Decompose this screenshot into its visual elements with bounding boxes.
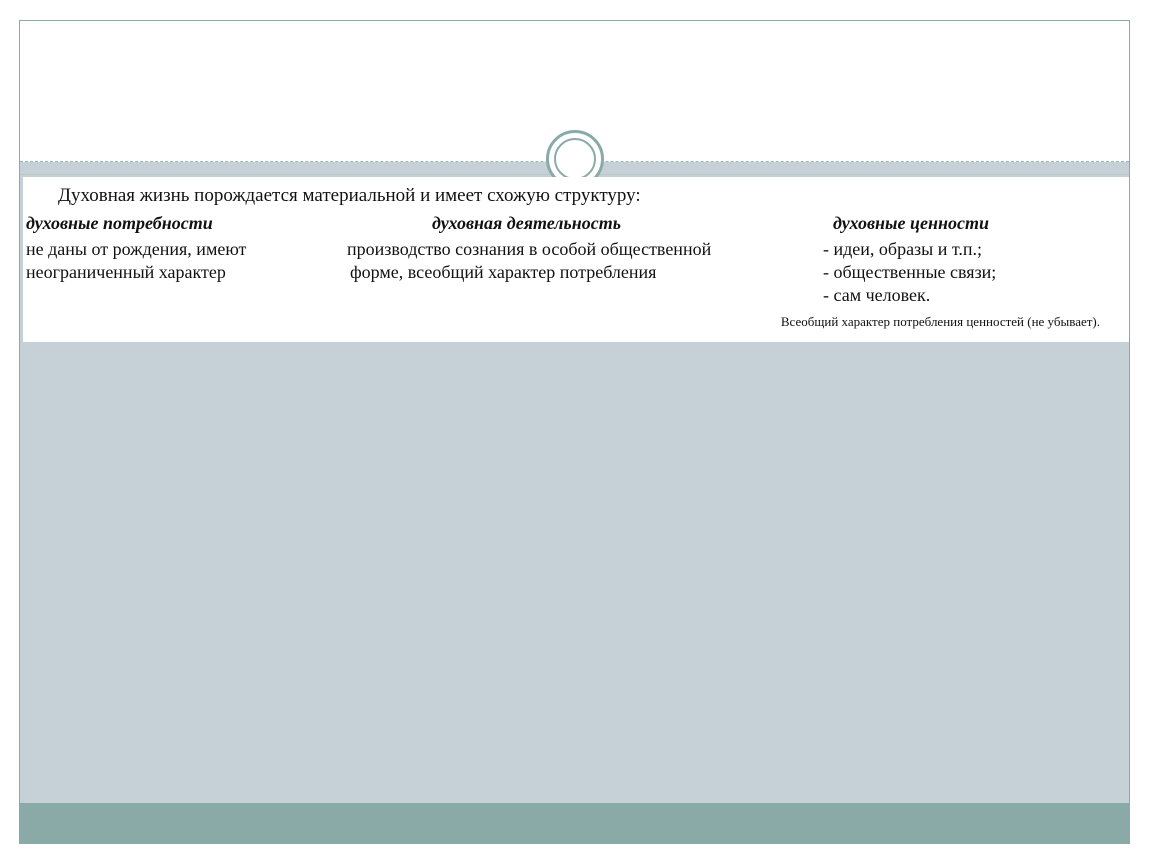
column-heading-values: духовные ценности bbox=[833, 213, 989, 233]
text-line: неограниченный характер bbox=[26, 262, 226, 282]
column-text-needs bbox=[26, 238, 246, 284]
intro-text: Духовная жизнь порождается материальной и имеет схожую структуру: bbox=[58, 185, 641, 206]
text-line: - общественные связи; bbox=[823, 262, 997, 282]
text-line: не даны от рождения, имеют bbox=[26, 239, 247, 259]
slide bbox=[19, 20, 1130, 844]
column-text-activity bbox=[347, 238, 711, 284]
column-text-values bbox=[823, 238, 996, 307]
text-line: - идеи, образы и т.п.; bbox=[823, 239, 983, 259]
text-line: производство сознания в особой общественной bbox=[347, 239, 712, 259]
column-heading-needs: духовные потребности bbox=[26, 213, 213, 233]
column-heading-activity: духовная деятельность bbox=[432, 213, 621, 233]
content-image bbox=[23, 177, 1130, 342]
text-line: - сам человек. bbox=[823, 285, 931, 305]
text-line: форме, всеобщий характер потребления bbox=[350, 262, 657, 282]
footnote: Всеобщий характер потребления ценностей (не убывает). bbox=[780, 314, 1100, 329]
bottom-bar bbox=[20, 803, 1129, 843]
